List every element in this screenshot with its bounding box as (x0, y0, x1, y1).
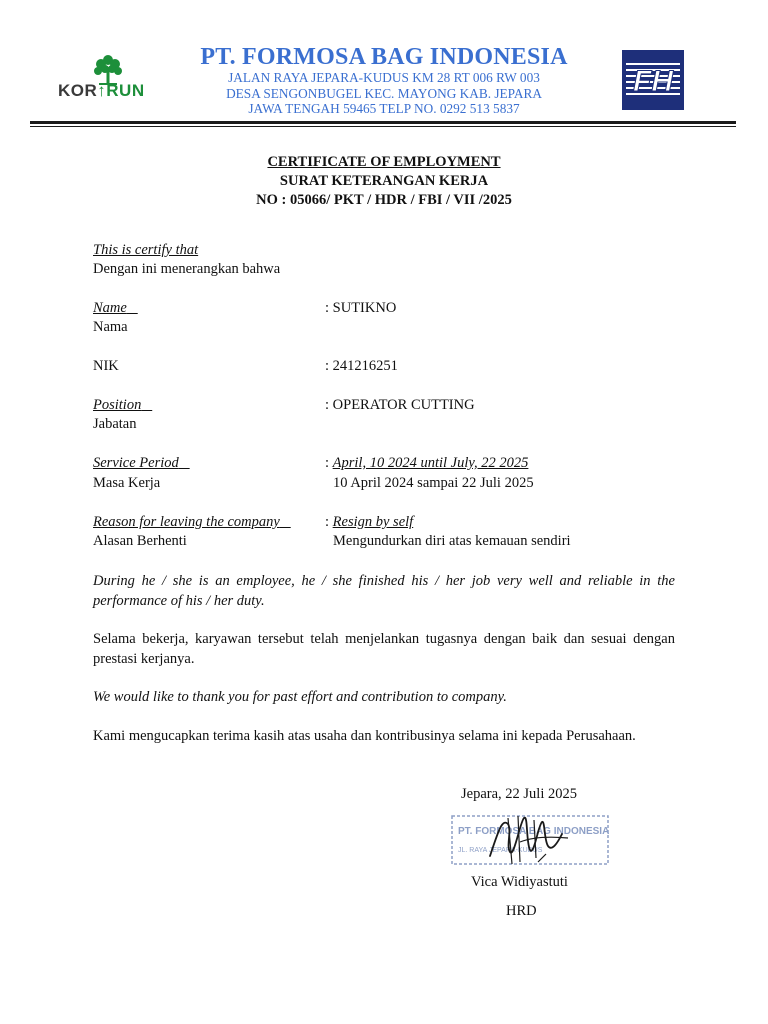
company-logo-text: FH (633, 65, 673, 98)
document-number: NO : 05066/ PKT / HDR / FBI / VII /2025 (256, 192, 512, 208)
company-name: PT. FORMOSA BAG INDONESIA (200, 44, 568, 70)
reason-label-indonesian: Alasan Berhenti (93, 533, 187, 549)
service-period-value-indonesian: 10 April 2024 sampai 22 Juli 2025 (333, 475, 534, 491)
document-title-english: CERTIFICATE OF EMPLOYMENT (267, 154, 501, 170)
position-label-indonesian: Jabatan (93, 416, 137, 432)
service-period-label-english: Service Period (93, 455, 179, 471)
document-title-indonesian: SURAT KETERANGAN KERJA (279, 173, 489, 189)
address-line-1: JALAN RAYA JEPARA-KUDUS KM 28 RT 006 RW 003 (228, 70, 540, 85)
signature-stamp-area (450, 808, 616, 870)
header-divider (30, 121, 736, 124)
name-value: : SUTIKNO (325, 300, 397, 316)
company-logo (622, 50, 684, 110)
intro-english: This is certify that (93, 242, 199, 258)
signer-title: HRD (506, 903, 537, 919)
intro-indonesian: Dengan ini menerangkan bahwa (93, 261, 281, 277)
thanks-statement-indonesian: Kami mengucapkan terima kasih atas usaha dan kontribusinya selama ini kepada Perusahaan. (93, 728, 636, 744)
handwritten-signature (490, 816, 568, 864)
address-line-3: JAWA TENGAH 59465 TELP NO. 0292 513 5837 (248, 101, 520, 116)
thanks-statement-english: We would like to thank you for past effort and contribution to company. (93, 689, 507, 705)
place-date: Jepara, 22 Juli 2025 (461, 786, 577, 802)
company-stamp (450, 812, 614, 868)
signer-name: Vica Widiyastuti (471, 874, 568, 890)
position-value: : OPERATOR CUTTING (325, 397, 475, 413)
korun-text-part3: RUN (106, 81, 145, 100)
nik-value: : 241216251 (325, 358, 398, 374)
performance-statement-english: During he / she is an employee, he / she finished his / her job very well and reliable in the performance of his / her duty. (93, 573, 675, 609)
nik-label: NIK (93, 358, 119, 374)
name-label-indonesian: Nama (93, 319, 128, 335)
stamp-text-2: JL. RAYA JEPARA-KUDUS (458, 847, 543, 854)
performance-statement-indonesian: Selama bekerja, karyawan tersebut telah menjelankan tugasnya dengan baik dan sesuai dengan prestasi kerjanya. (93, 631, 675, 667)
header-divider-thin (30, 126, 736, 127)
korun-text-part1: KOR (58, 81, 98, 100)
reason-value-indonesian: Mengundurkan diri atas kemauan sendiri (333, 533, 571, 549)
service-period-label-indonesian: Masa Kerja (93, 475, 161, 491)
stamp-text-1: PT. FORMOSA BAG INDONESIA (458, 826, 610, 837)
reason-value-english: : Resign by self (325, 514, 414, 530)
service-period-value-english: : April, 10 2024 until July, 22 2025 (325, 455, 529, 471)
name-label-english: Name (93, 300, 127, 316)
korun-text-part2: ↑ (97, 81, 107, 100)
address-line-2: DESA SENGONBUGEL KEC. MAYONG KAB. JEPARA (226, 86, 542, 101)
position-label-english: Position (93, 397, 142, 413)
reason-label-english: Reason for leaving the company (93, 514, 280, 530)
